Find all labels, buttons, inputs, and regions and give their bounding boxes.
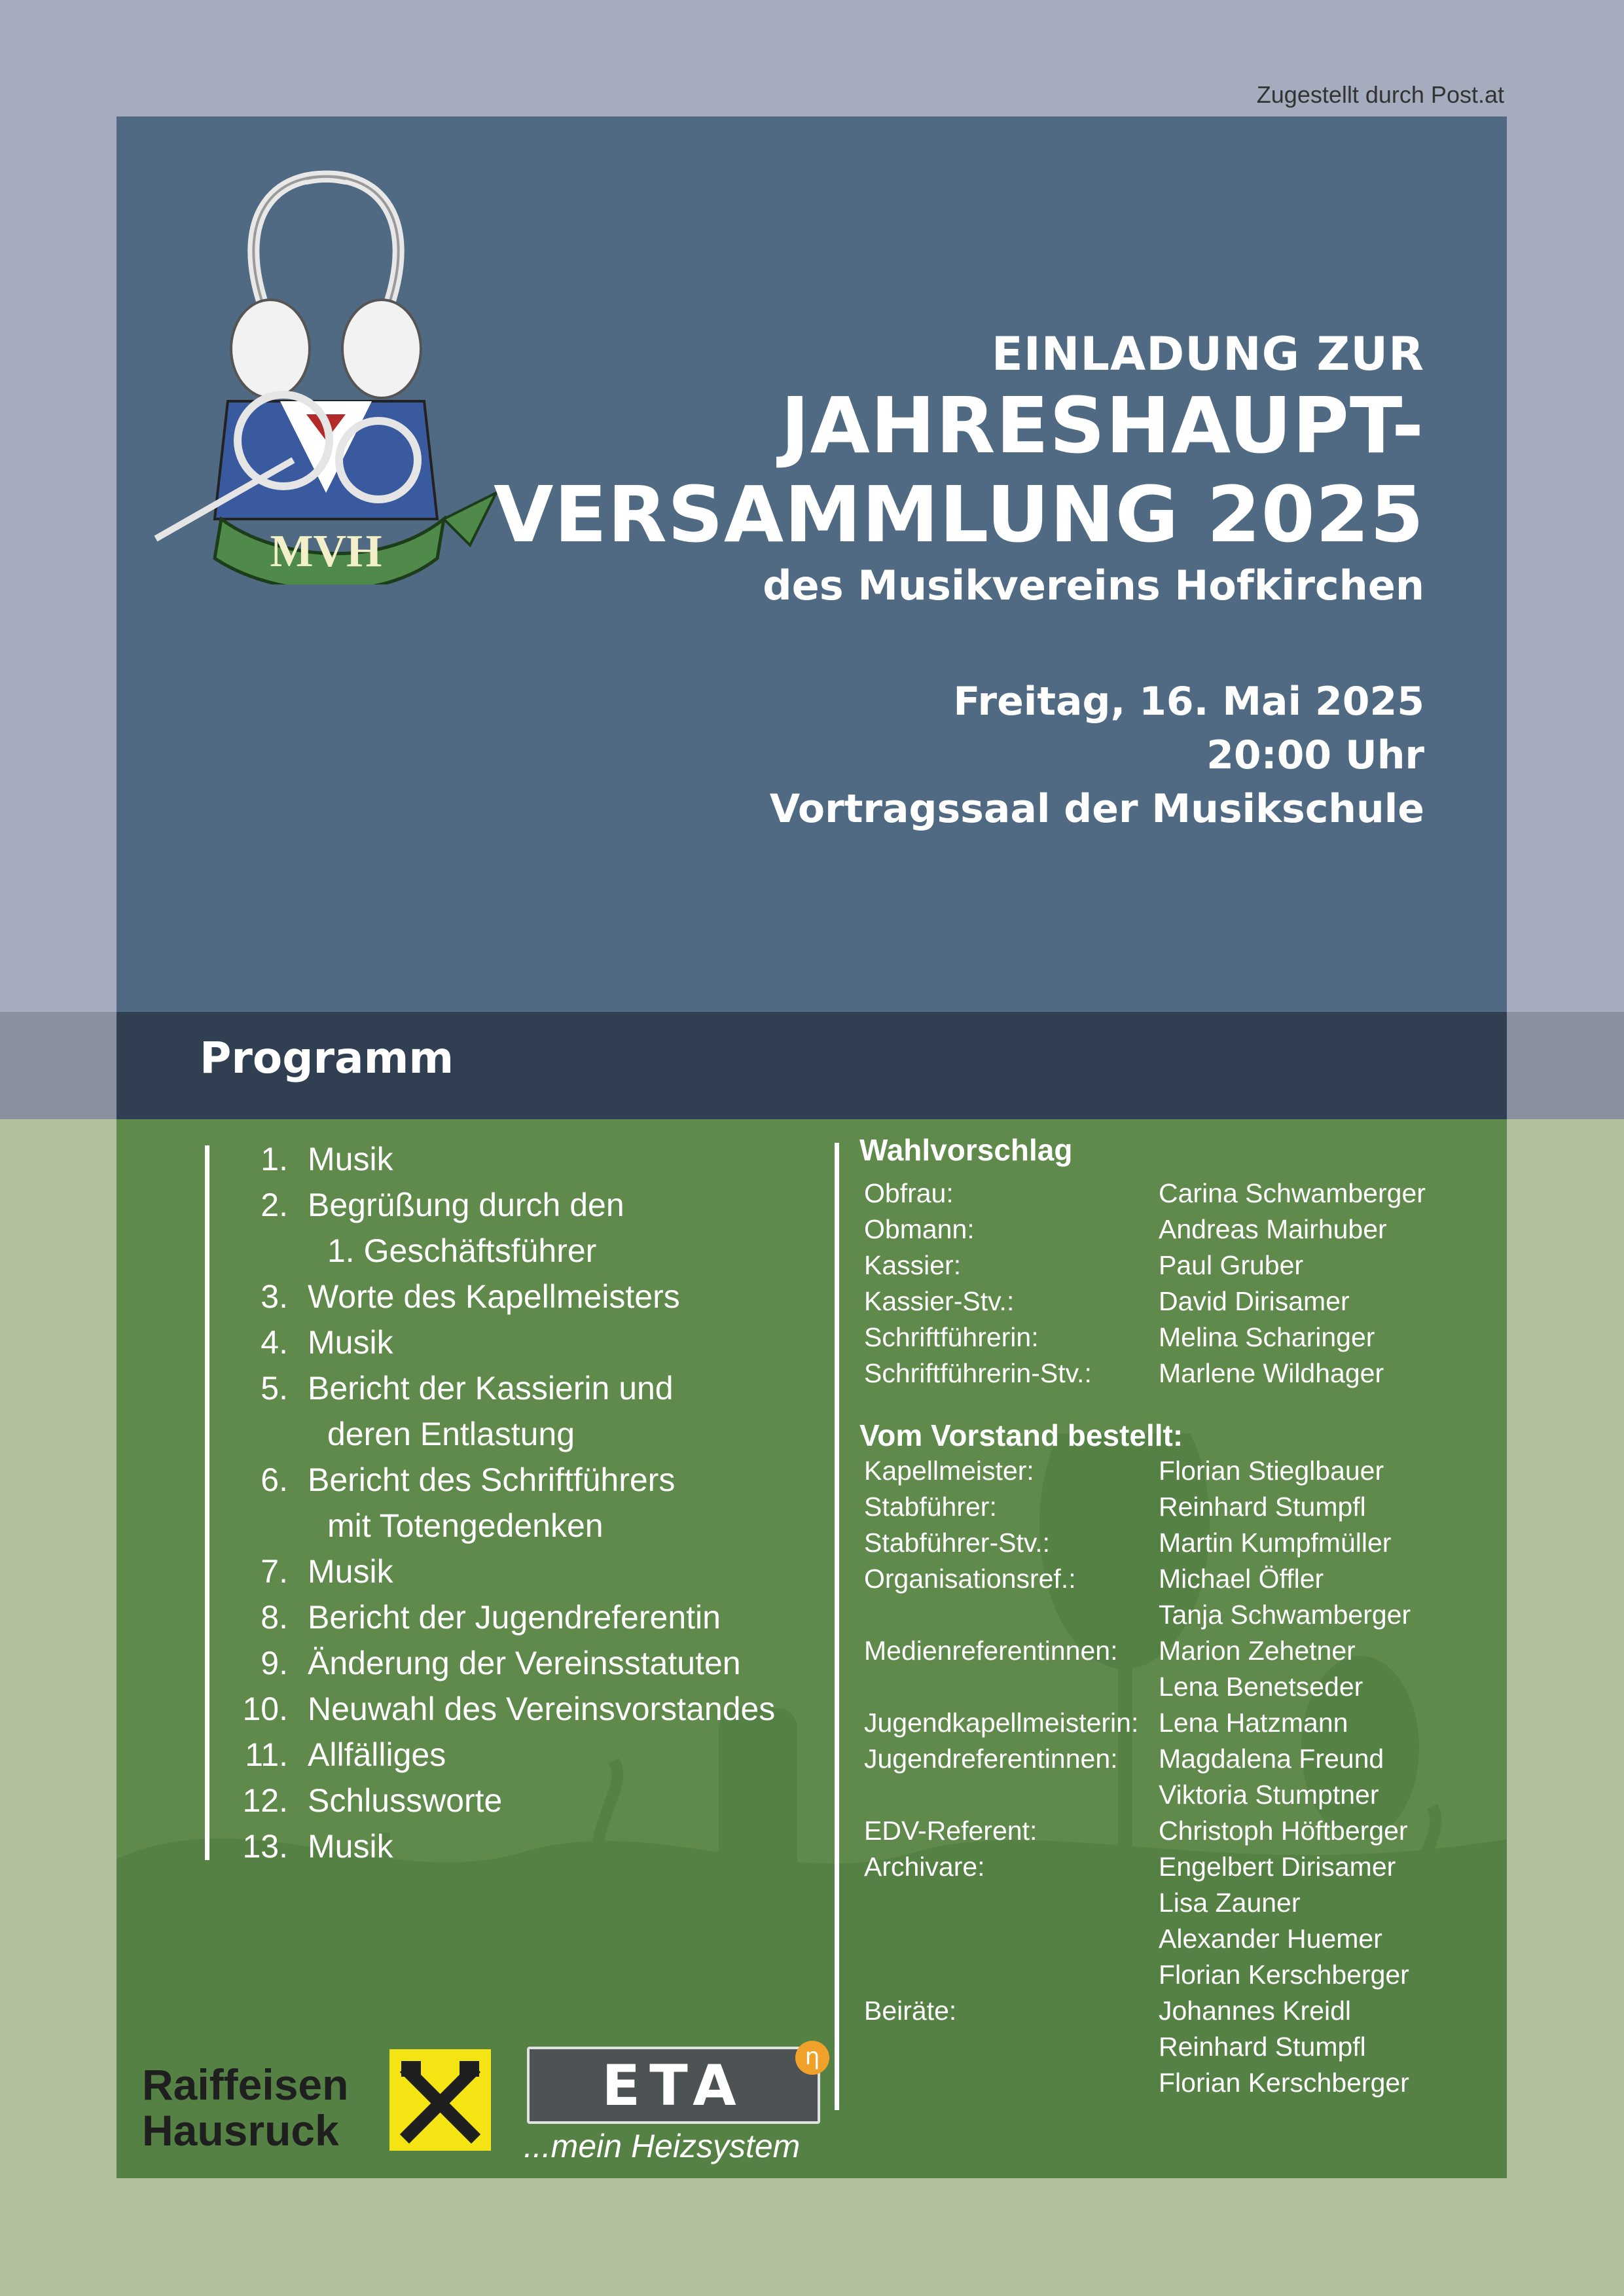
board-row: Viktoria Stumptner: [1159, 1780, 1379, 1810]
eta-badge-icon: η: [795, 2041, 829, 2075]
eta-logo: ETA: [527, 2047, 820, 2124]
event-location: Vortragssaal der Musikschule: [769, 786, 1424, 832]
board-row: Alexander Huemer: [1159, 1924, 1382, 1954]
election-heading: Wahlvorschlag: [859, 1133, 1073, 1167]
mvh-ibex-emblem-icon: [130, 152, 522, 584]
election-proposal: [859, 1132, 1426, 2101]
board-row: Stabführer: Reinhard Stumpfl: [864, 1492, 1366, 1522]
board-row: EDV-Referent: Christoph Höftberger: [864, 1816, 1408, 1846]
election-row: Kassier: Paul Gruber: [864, 1250, 1304, 1280]
election-row: Schriftführerin: Melina Scharinger: [864, 1322, 1375, 1352]
board-row: Kapellmeister: Florian Stieglbauer: [864, 1456, 1384, 1486]
board-row: Jugendreferentinnen: Magdalena Freund: [864, 1744, 1384, 1774]
board-row: Florian Kerschberger: [1159, 1960, 1409, 1990]
title-line-1: JAHRESHAUPT-: [780, 380, 1424, 471]
election-row: Schriftführerin-Stv.: Marlene Wildhager: [864, 1358, 1384, 1388]
board-row: Organisationsref.: Michael Öffler: [864, 1564, 1324, 1594]
subtitle: des Musikvereins Hofkirchen: [763, 562, 1424, 609]
election-row: Kassier-Stv.: David Dirisamer: [864, 1286, 1350, 1316]
election-row: Obmann: Andreas Mairhuber: [864, 1214, 1387, 1244]
election-row: Obfrau: Carina Schwamberger: [864, 1178, 1426, 1208]
program-divider-right: [835, 1143, 839, 2110]
board-appointed-heading: Vom Vorstand bestellt:: [859, 1418, 1183, 1452]
event-date: Freitag, 16. Mai 2025: [953, 679, 1424, 725]
invitation-line: EINLADUNG ZUR: [991, 327, 1424, 381]
raiffeisen-gable-cross-icon: [389, 2049, 491, 2151]
board-row: Archivare: Engelbert Dirisamer: [864, 1852, 1396, 1882]
program-heading: Programm: [200, 1033, 454, 1083]
board-row: Beiräte: Johannes Kreidl: [864, 1996, 1352, 2026]
title-block: [494, 327, 1424, 836]
eta-slogan: ...mein Heizsystem: [524, 2128, 801, 2164]
board-row: Stabführer-Stv.: Martin Kumpfmüller: [864, 1528, 1392, 1558]
postal-notice: Zugestellt durch Post.at: [1256, 81, 1504, 108]
board-row: Florian Kerschberger: [1159, 2068, 1409, 2098]
board-row: Medienreferentinnen: Marion Zehetner: [864, 1636, 1356, 1666]
title-line-2: VERSAMMLUNG 2025: [494, 469, 1424, 560]
event-time: 20:00 Uhr: [1206, 732, 1424, 778]
board-row: Tanja Schwamberger: [1159, 1600, 1411, 1630]
mvh-banner-text: MVH: [270, 526, 382, 577]
program-divider-left: [205, 1145, 209, 1860]
board-row: Reinhard Stumpfl: [1159, 2032, 1366, 2062]
board-row: Jugendkapellmeisterin: Lena Hatzmann: [864, 1708, 1348, 1738]
board-row: Lisa Zauner: [1159, 1888, 1301, 1918]
raiffeisen-logo-text: Raiffeisen Hausruck: [142, 2060, 349, 2155]
board-row: Lena Benetseder: [1159, 1672, 1363, 1702]
event-details: [494, 675, 1424, 836]
